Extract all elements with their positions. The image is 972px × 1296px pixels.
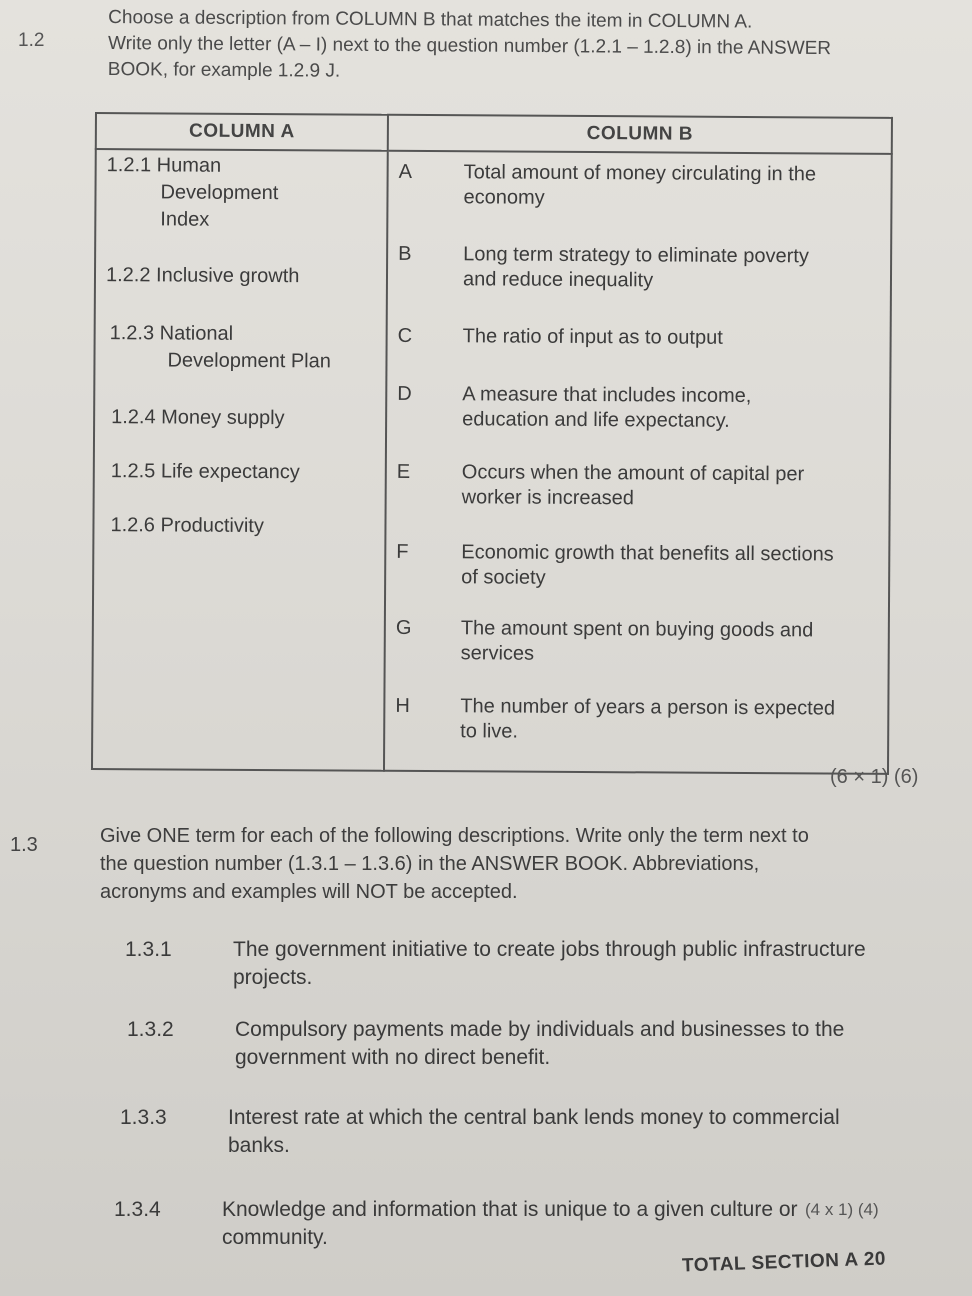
question-1-3-marks: (4 x 1) (4) [805,1200,879,1219]
instruction-line: the question number (1.3.1 – 1.3.6) in the ANSWER BOOK. Abbreviations, [100,853,760,875]
column-b-item: C The ratio of input as to output [397,324,723,349]
column-a-item: 1.2.4 Money supply [111,406,285,430]
column-a-item: 1.2.1 Human Development Index [106,154,279,231]
column-b-item: H The number of years a person is expected to live. [395,694,836,743]
column-b-item: B Long term strategy to eliminate poverty and reduce inequality [398,242,809,292]
column-b-item: D A measure that includes income, education and life expectancy. [397,382,752,432]
question-1-2-marks: (6 × 1) (6) [830,766,919,788]
question-1-3-instructions [100,822,920,906]
column-b-item: A Total amount of money circulating in the economy [398,160,817,209]
total-section-a: TOTAL SECTION A 20 [681,1248,887,1277]
column-a-item: 1.2.6 Productivity [110,514,264,538]
column-a-header: COLUMN A [96,113,388,151]
column-b-item: F Economic growth that benefits all sections of society [396,540,834,589]
column-b [384,151,892,774]
column-a-item: 1.2.2 Inclusive growth [105,264,300,288]
instruction-line: Give ONE term for each of the following descriptions. Write only the term next to [100,825,809,847]
instruction-line: Write only the letter (A – I) next to the question number (1.2.1 – 1.2.8) in the ANSWER [107,33,832,60]
column-a [92,149,388,771]
question-1-2-instructions [108,5,959,89]
instruction-line: BOOK, for example 1.2.9 J. [107,59,341,82]
matching-table [91,112,893,775]
question-number-1-2: 1.2 [18,30,45,51]
column-a-item: 1.2.5 Life expectancy [110,460,300,484]
column-b-item: G The amount spent on buying goods and services [395,616,814,665]
exam-page: 1.2 Choose a description from COLUMN B that matches the item in COLUMN A. Write only the letter (A – I) next to the question number (1.2.1 – 1.2.8) in the ANSWER BOOK, for example 1.2.9 J. COLUMN A COLUMN B 1.2.1 Human Development Index 1.2.2 Inclusive growth 1.2.3 National Development Plan 1.2.4 Money supply 1.2.5 Life expectancy 1.2.6 Productivity A Total amount of money circulating in the economy B Long term strategy to eliminate poverty and reduce inequality C The ratio of input as to output D A measure that includes income, education and life expectancy. E Occurs when the amount of capital per worker is increased F Economic growth that benefits all sections of society G The amount spent on buying goods and services H The number of years a person is expected to live. (6 × 1) (6) 1.3 Give ONE term for each of the following descriptions. Write only the term next to the question number (1.3.1 – 1.3.6) in the ANSWER BOOK. Abbreviations, acronyms and examples will NOT be accepted. 1.3.1 The government initiative to create jobs through public infrastructure projects. 1.3.2 Compulsory payments made by individuals and businesses to the government with no direct benefit. 1.3.3 Interest rate at which the central bank lends money to commercial banks. 1.3.4 Knowledge and information that is unique to a given culture or community. (4 x 1) (4) TOTAL SECTION A 20 [0,0,972,1296]
column-b-item: E Occurs when the amount of capital per worker is increased [396,460,805,510]
column-b-header: COLUMN B [388,115,892,154]
question-number-1-3: 1.3 [10,834,38,856]
instruction-line: acronyms and examples will NOT be accepted. [100,881,518,903]
instruction-line: Choose a description from COLUMN B that matches the item in COLUMN A. [108,7,753,33]
column-a-item: 1.2.3 National Development Plan [109,322,331,373]
